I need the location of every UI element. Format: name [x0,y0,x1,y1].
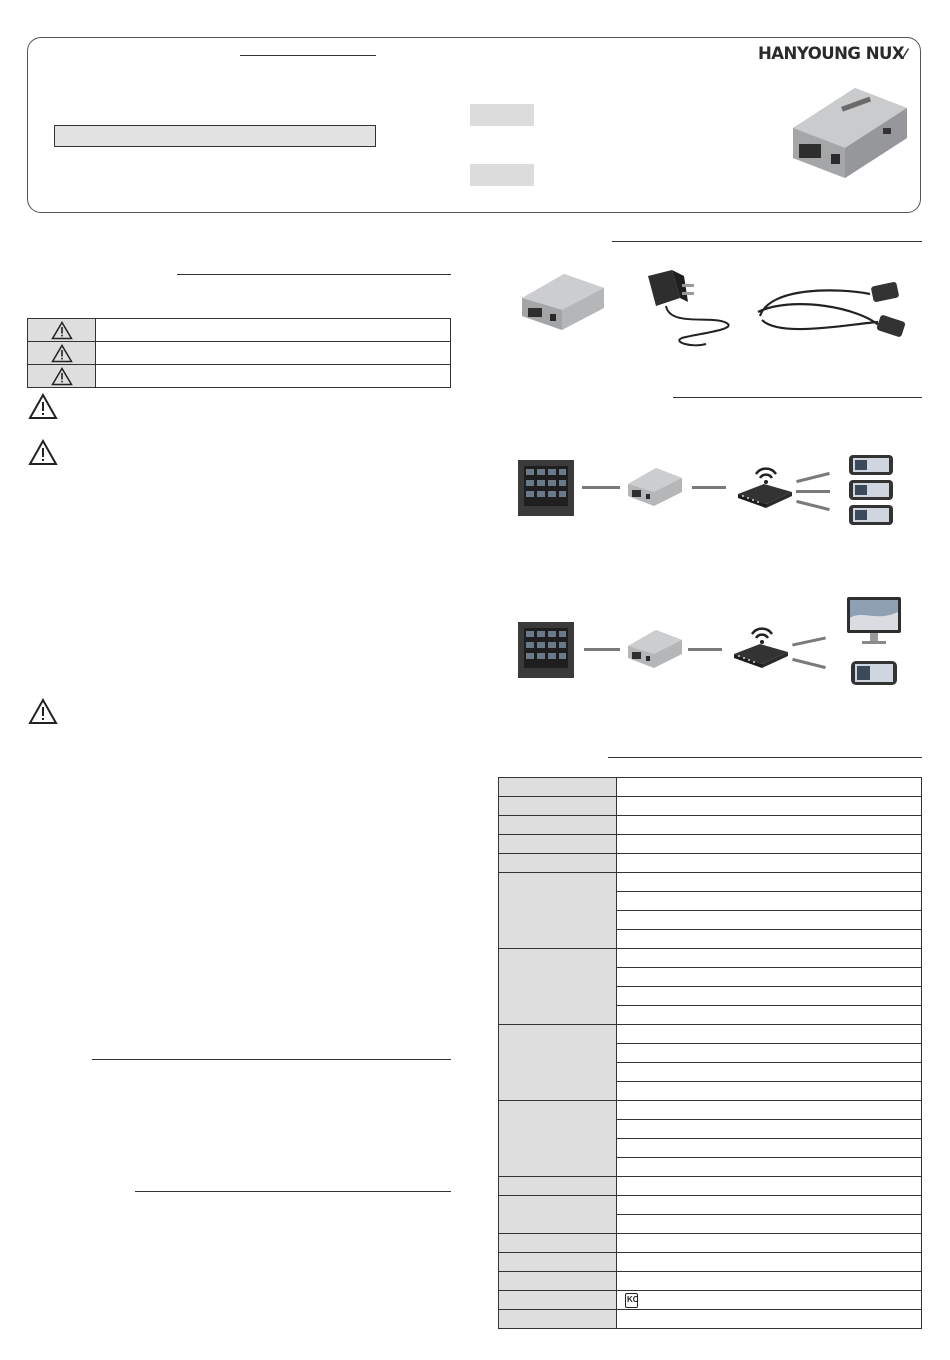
spec-row [499,1253,922,1272]
spec-label-cell [499,854,617,873]
wireless-link-line [792,658,826,669]
spec-row [499,1177,922,1196]
spec-label-cell [499,1272,617,1291]
spec-value-cell [617,1025,922,1044]
spec-value-cell [617,1253,922,1272]
spec-label-cell [499,1310,617,1329]
controller-device-2 [516,620,576,680]
header-title-underline [240,55,376,56]
spec-value-cell [617,1063,922,1082]
spec-label-cell [499,816,617,835]
brand-logo-text: HANYOUNG NUX [757,44,905,63]
spec-value-cell [617,1177,922,1196]
section-underline-left-2 [92,1059,451,1060]
spec-row [499,1234,922,1253]
link-line [688,648,722,651]
spec-row [499,1025,922,1044]
product-photo [785,78,915,188]
wifi-router-1 [734,460,794,510]
converter-unit-image [518,268,608,334]
spec-row [499,816,922,835]
spec-label-cell [499,797,617,816]
smartphone-2 [848,479,894,501]
spec-value-cell [617,1215,922,1234]
spec-value-cell [617,911,922,930]
spec-row [499,949,922,968]
warning-triangle-icon [51,321,73,340]
safety-row [28,342,451,365]
warning-triangle-icon [28,698,58,725]
spec-value-cell [617,854,922,873]
warning-triangle-icon [28,393,58,420]
spec-value-cell [617,949,922,968]
spec-value-cell [617,1101,922,1120]
spec-row [499,854,922,873]
components-section-underline [612,241,922,242]
safety-row [28,365,451,388]
desktop-monitor [846,596,902,646]
serial-cable-image [750,276,910,348]
spec-value-cell [617,892,922,911]
spec-label-cell [499,1101,617,1177]
wireless-link-line [796,500,830,511]
spec-row [499,1101,922,1120]
spec-value-cell [617,873,922,892]
wireless-link-line [796,472,830,483]
spec-label-cell [499,778,617,797]
wireless-link-line [792,636,826,646]
warning-triangle-icon [28,439,58,466]
warning-triangle-icon [51,367,73,386]
smartphone-1 [848,454,894,476]
spec-value-cell [617,930,922,949]
kc-mark-text: KC [627,1294,639,1304]
spec-row [499,1272,922,1291]
spec-row [499,835,922,854]
spec-value-cell [617,797,922,816]
spec-label-cell [499,835,617,854]
spec-label-cell [499,873,617,949]
spec-value-cell [617,778,922,797]
spec-value-cell [617,1234,922,1253]
safety-section-underline [177,274,451,275]
spec-value-cell [617,816,922,835]
spec-label-cell [499,1291,617,1310]
grey-tag-1 [470,104,534,126]
spec-value-cell [617,1044,922,1063]
spec-value-cell [617,1310,922,1329]
spec-value-cell [617,1120,922,1139]
spec-row [499,873,922,892]
safety-description-cell [96,365,451,388]
safety-level-cell [28,319,96,342]
spec-label-cell [499,1196,617,1234]
safety-level-cell [28,342,96,365]
safety-table [27,318,451,388]
spec-value-cell [617,1139,922,1158]
spec-value-cell [617,987,922,1006]
spec-value-cell [617,835,922,854]
safety-description-cell [96,342,451,365]
logo-swoosh-icon: ⁄ [904,47,906,63]
connection-section-underline [673,397,922,398]
section-underline-left-3 [135,1191,451,1192]
spec-row [499,1310,922,1329]
smartphone-4 [850,660,898,686]
spec-row [499,797,922,816]
kc-mark-icon [625,1293,638,1308]
spec-value-cell [617,1082,922,1101]
spec-label-cell [499,949,617,1025]
spec-row [499,1291,922,1310]
brand-logo [758,44,906,63]
model-code-box [54,125,376,147]
wireless-link-line [796,490,830,493]
controller-device-1 [516,458,576,518]
spec-value-cell [617,1158,922,1177]
spec-section-underline [608,757,922,758]
spec-value-cell [617,1291,922,1310]
spec-value-cell [617,1272,922,1291]
warning-triangle-icon [51,344,73,363]
link-line [692,486,726,489]
spec-row [499,1196,922,1215]
spec-value-cell [617,968,922,987]
converter-unit-small-1 [626,464,684,508]
spec-label-cell [499,1025,617,1101]
power-adapter-image [636,268,736,354]
spec-value-cell [617,1006,922,1025]
smartphone-3 [848,504,894,526]
link-line [584,648,620,651]
spec-label-cell [499,1253,617,1272]
link-line [582,486,620,489]
safety-level-cell [28,365,96,388]
wifi-router-2 [730,620,790,670]
spec-label-cell [499,1234,617,1253]
spec-value-cell [617,1196,922,1215]
spec-row [499,778,922,797]
safety-description-cell [96,319,451,342]
converter-unit-small-2 [626,626,684,670]
safety-row [28,319,451,342]
spec-table [498,777,922,1329]
spec-label-cell [499,1177,617,1196]
grey-tag-2 [470,164,534,186]
